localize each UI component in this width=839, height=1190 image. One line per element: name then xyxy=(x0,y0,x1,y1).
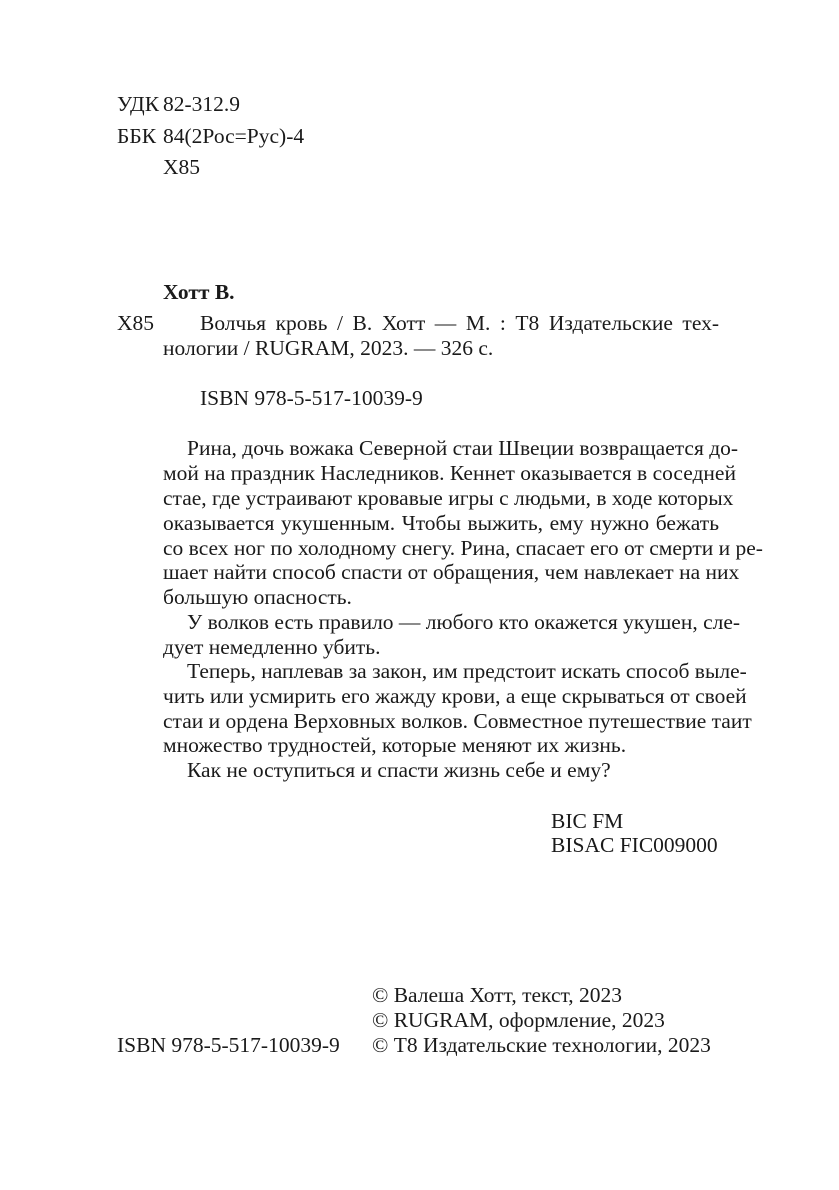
annotation-line: стае, где устраивают кровавые игры с людьми, в ходе которых xyxy=(163,486,734,510)
annotation-line: У волков есть правило — любого кто окажется укушен, сле- xyxy=(187,610,741,634)
bbk-value: 84(2Рос=Рус)-4 xyxy=(163,124,305,148)
annotation-line: стаи и ордена Верховных волков. Совместное путешествие таит xyxy=(163,709,752,733)
annotation-line: большую опасность. xyxy=(163,585,352,609)
footer-isbn: ISBN 978-5-517-10039-9 xyxy=(117,1033,340,1057)
author-mark: Х85 xyxy=(163,155,201,179)
annotation-line: Рина, дочь вожака Северной стаи Швеции возвращается до- xyxy=(187,436,739,460)
record-line-2: нологии / RUGRAM, 2023. — 326 с. xyxy=(163,336,494,360)
annotation-line: Теперь, наплевав за закон, им предстоит искать способ выле- xyxy=(187,659,747,683)
annotation-line: чить или усмирить его жажду крови, а еще скрываться от своей xyxy=(163,684,747,708)
author-name: Хотт В. xyxy=(163,280,235,304)
record-mark: Х85 xyxy=(117,311,155,335)
record-line-1: Волчья кровь / В. Хотт — М. : Т8 Издательские тех- xyxy=(200,311,719,335)
copyright-line: © Валеша Хотт, текст, 2023 xyxy=(372,983,623,1007)
annotation-line: оказывается укушенным. Чтобы выжить, ему нужно бежать xyxy=(163,511,719,535)
record-isbn: ISBN 978-5-517-10039-9 xyxy=(200,386,423,410)
bisac-code: BISAC FIC009000 xyxy=(551,833,718,857)
udk-label: УДК xyxy=(117,92,160,116)
udk-value: 82-312.9 xyxy=(163,92,241,116)
bbk-label: ББК xyxy=(117,124,157,148)
annotation-line: множество трудностей, которые меняют их жизнь. xyxy=(163,733,627,757)
bic-code: BIC FM xyxy=(551,809,624,833)
copyright-line: © RUGRAM, оформление, 2023 xyxy=(372,1008,665,1032)
copyright-line: © Т8 Издательские технологии, 2023 xyxy=(372,1033,711,1057)
annotation-line: мой на праздник Наследников. Кеннет оказывается в соседней xyxy=(163,461,736,485)
annotation-line: дует немедленно убить. xyxy=(163,635,381,659)
annotation-line: Как не оступиться и спасти жизнь себе и ему? xyxy=(187,758,611,782)
annotation-line: шает найти способ спасти от обращения, чем навлекает на них xyxy=(163,560,740,584)
annotation-line: со всех ног по холодному снегу. Рина, спасает его от смерти и ре- xyxy=(163,536,763,560)
